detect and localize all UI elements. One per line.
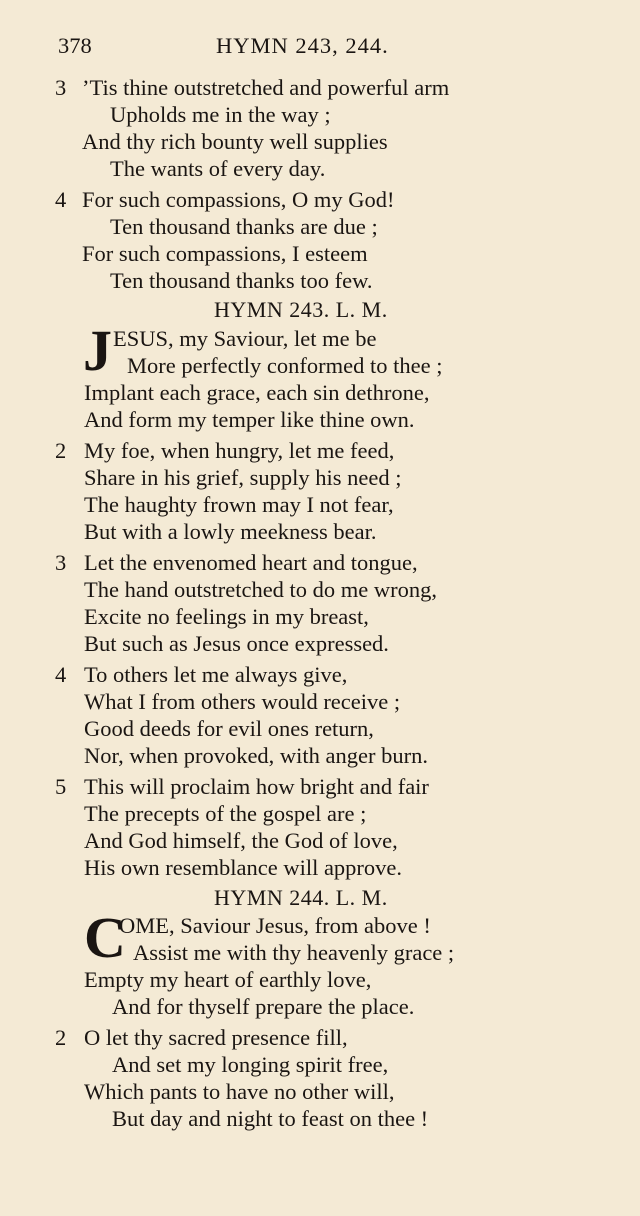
stanza-number: 4 — [55, 187, 67, 212]
verse-line: But such as Jesus once expressed. — [84, 631, 389, 656]
verse-line: For such compassions, I esteem — [82, 241, 368, 266]
verse-line: But day and night to feast on thee ! — [112, 1106, 429, 1131]
stanza-number: 5 — [55, 774, 67, 799]
verse-line: And set my longing spirit free, — [112, 1052, 389, 1077]
verse-line: Implant each grace, each sin dethrone, — [84, 380, 430, 405]
verse-line: Upholds me in the way ; — [110, 102, 331, 127]
page-number: 378 — [58, 33, 92, 58]
verse-line: OME, Saviour Jesus, from above ! — [119, 913, 431, 938]
stanza-number: 4 — [55, 662, 67, 687]
hymn-title: HYMN 243. L. M. — [214, 297, 388, 322]
verse-line: More perfectly conformed to thee ; — [127, 353, 443, 378]
running-title: HYMN 243, 244. — [216, 33, 389, 58]
verse-line: And form my temper like thine own. — [84, 407, 415, 432]
verse-line: Which pants to have no other will, — [84, 1079, 395, 1104]
verse-line: The haughty frown may I not fear, — [84, 492, 394, 517]
verse-line: Empty my heart of earthly love, — [84, 967, 372, 992]
hymn-title: HYMN 244. L. M. — [214, 885, 388, 910]
verse-line: For such compassions, O my God! — [82, 187, 395, 212]
stanza-number: 3 — [55, 75, 67, 100]
verse-line: Share in his grief, supply his need ; — [84, 465, 402, 490]
verse-line: Excite no feelings in my breast, — [84, 604, 369, 629]
verse-line: Good deeds for evil ones return, — [84, 716, 374, 741]
verse-line: ESUS, my Saviour, let me be — [113, 326, 377, 351]
verse-line: His own resemblance will approve. — [84, 855, 403, 880]
verse-line: The wants of every day. — [110, 156, 326, 181]
verse-line: Ten thousand thanks are due ; — [110, 214, 378, 239]
drop-cap: C — [84, 905, 126, 970]
verse-line: This will proclaim how bright and fair — [84, 774, 429, 799]
verse-line: And thy rich bounty well supplies — [82, 129, 388, 154]
verse-line: And God himself, the God of love, — [84, 828, 398, 853]
verse-line: And for thyself prepare the place. — [112, 994, 415, 1019]
verse-line: But with a lowly meekness bear. — [84, 519, 377, 544]
verse-line: O let thy sacred presence fill, — [84, 1025, 348, 1050]
verse-line: ’Tis thine outstretched and powerful arm — [82, 75, 450, 100]
stanza-number: 3 — [55, 550, 67, 575]
verse-line: Let the envenomed heart and tongue, — [84, 550, 418, 575]
verse-line: What I from others would receive ; — [84, 689, 401, 714]
verse-line: Ten thousand thanks too few. — [110, 268, 373, 293]
stanza-number: 2 — [55, 438, 67, 463]
verse-line: To others let me always give, — [84, 662, 348, 687]
verse-line: The hand outstretched to do me wrong, — [84, 577, 438, 602]
verse-line: Nor, when provoked, with anger burn. — [84, 743, 429, 768]
verse-line: My foe, when hungry, let me feed, — [84, 438, 395, 463]
verse-line: The precepts of the gospel are ; — [84, 801, 367, 826]
drop-cap: J — [83, 318, 112, 383]
stanza-number: 2 — [55, 1025, 67, 1050]
verse-line: Assist me with thy heavenly grace ; — [133, 940, 455, 965]
